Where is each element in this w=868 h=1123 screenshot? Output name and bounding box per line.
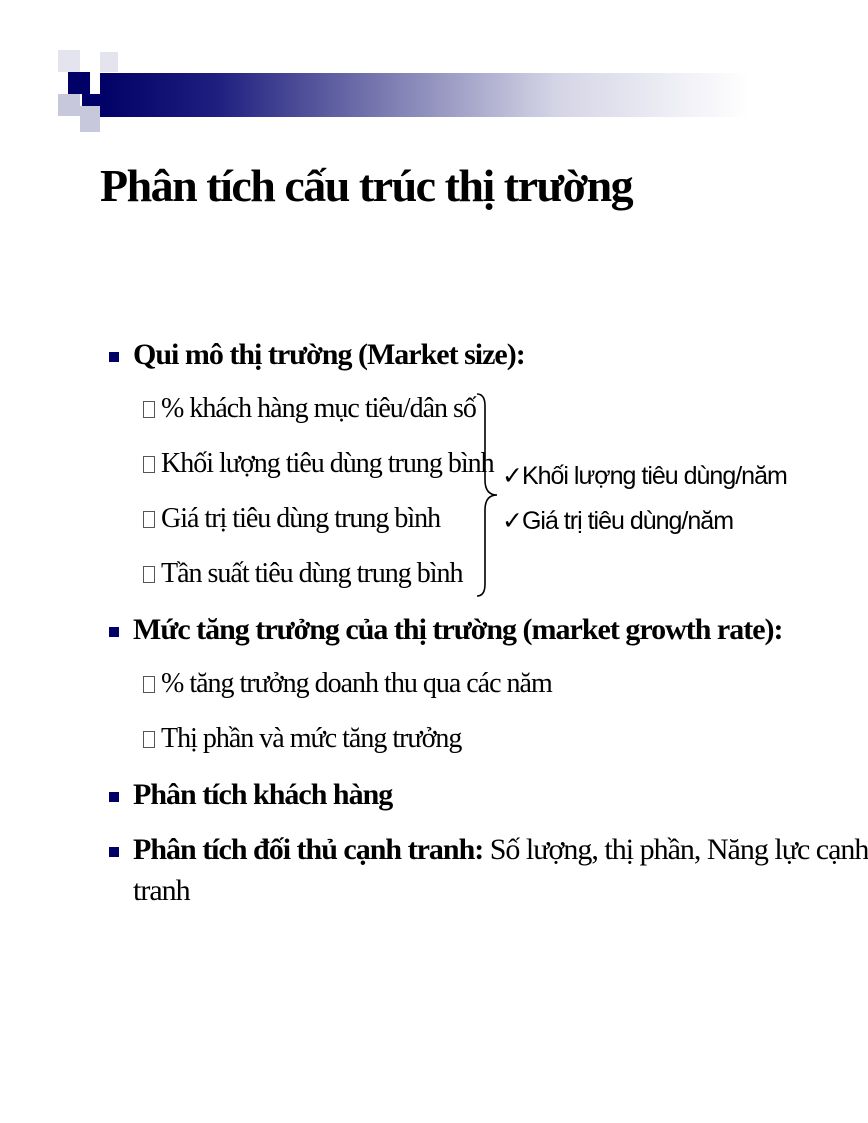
square-bullet-icon [109, 792, 119, 802]
header-decor-square [68, 72, 90, 94]
list-item [143, 502, 440, 536]
header-decor-square [58, 94, 80, 116]
competitor-detail-wrap: tranh [133, 874, 190, 907]
list-item [143, 722, 461, 756]
growth-heading: Mức tăng trưởng của thị trường (market growth rate): [133, 613, 783, 646]
list-item-label: Tần suất tiêu dùng trung bình [161, 558, 463, 589]
square-bullet-icon [109, 847, 119, 857]
competitor-detail: Số lượng, thị phần, Năng lực cạnh [489, 833, 868, 866]
header-gradient-bar [100, 73, 750, 117]
summary-note: ✓Giá trị tiêu dùng/năm [502, 507, 734, 535]
list-item [143, 667, 552, 701]
hollow-square-bullet-icon [143, 401, 155, 418]
hollow-square-bullet-icon [143, 676, 155, 693]
list-item [143, 557, 463, 591]
square-bullet-icon [109, 627, 119, 637]
competitor-line [133, 832, 868, 868]
hollow-square-bullet-icon [143, 731, 155, 748]
hollow-square-bullet-icon [143, 456, 155, 473]
list-item-label: Thị phần và mức tăng trưởng [161, 723, 462, 754]
hollow-square-bullet-icon [143, 566, 155, 583]
list-item-label: Khối lượng tiêu dùng trung bình [161, 448, 494, 479]
list-item [143, 392, 476, 426]
header-decor-square [58, 50, 80, 72]
hollow-square-bullet-icon [143, 511, 155, 528]
list-item-label: Giá trị tiêu dùng trung bình [161, 503, 441, 534]
list-item-label: % khách hàng mục tiêu/dân số [161, 393, 476, 424]
market-size-heading: Qui mô thị trường (Market size): [133, 338, 525, 371]
summary-note: ✓Khối lượng tiêu dùng/năm [502, 462, 787, 490]
list-item-label: % tăng trưởng doanh thu qua các năm [161, 668, 552, 699]
customer-heading: Phân tích khách hàng [133, 778, 393, 811]
header-decor-square [100, 52, 118, 72]
list-item [143, 447, 494, 481]
header-decor-square [80, 106, 100, 132]
header-decor-square [82, 94, 100, 106]
square-bullet-icon [109, 352, 119, 362]
curly-brace-icon [475, 392, 499, 598]
competitor-heading: Phân tích đối thủ cạnh tranh: [133, 833, 484, 866]
page-title: Phân tích cấu trúc thị trường [100, 160, 633, 211]
